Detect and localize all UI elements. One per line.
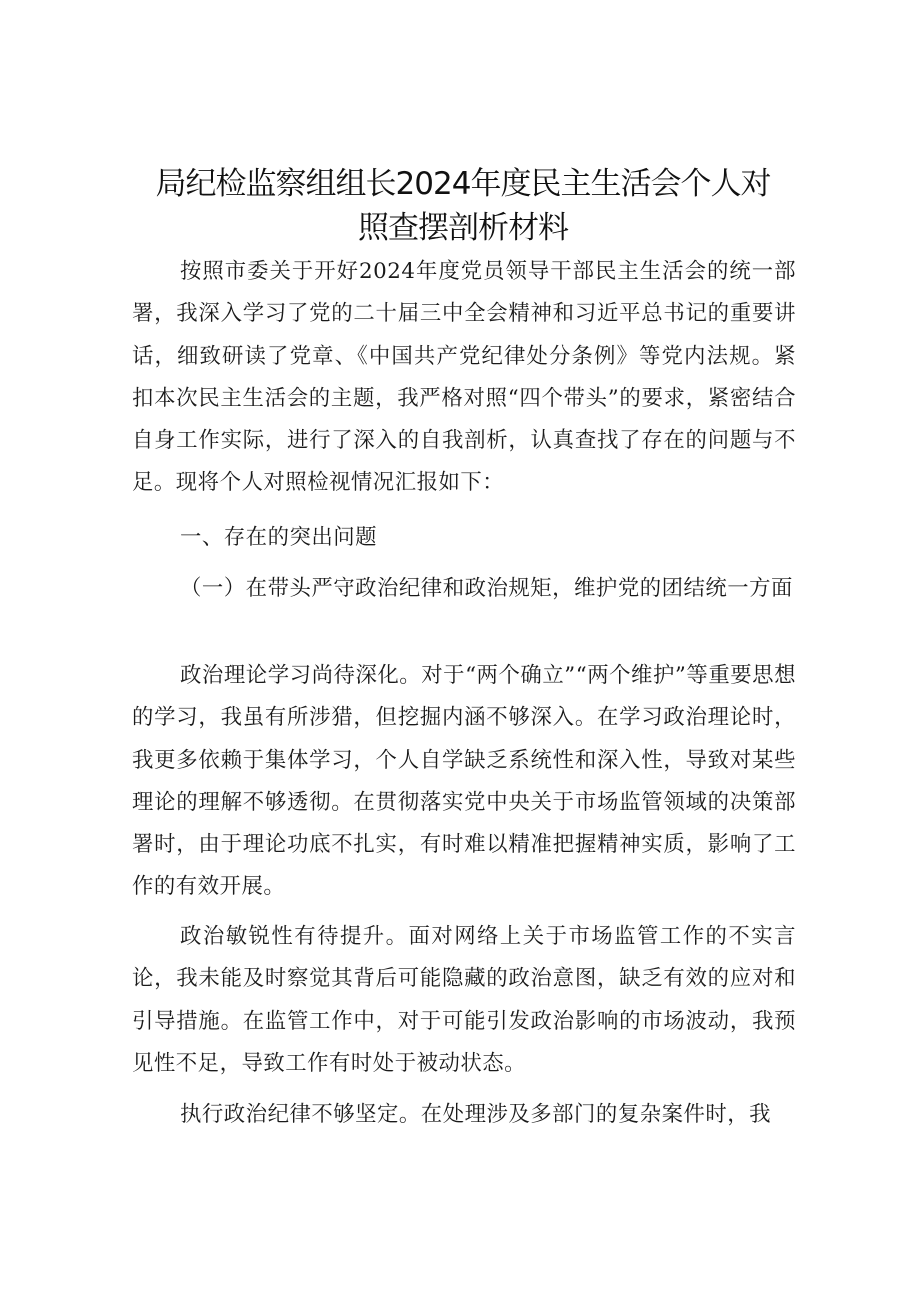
section-heading: 一、存在的突出问题 [180, 525, 378, 550]
intro-paragraph: 按照市委关于开好2024年度党员领导干部民主生活会的统一部署，我深入学习了党的二十届三中全会精神和习近平总书记的重要讲话，细致研读了党章、《中国共产党纪律处分条例》等党内法规。紧扣本次民主生活会的主题，我严格对照“四个带头”的要求，紧密结合自身工作实际，进行了深入的自我剖析，认真查找了存在的问题与不足。现将个人对照检视情况汇报如下： [132, 259, 796, 496]
document-title-line-2: 照查摆剖析材料 [358, 210, 568, 246]
paragraph-political-sensitivity: 政治敏锐性有待提升。面对网络上关于市场监管工作的不实言论，我未能及时察觉其背后可能隐藏的政治意图，缺乏有效的应对和引导措施。在监管工作中，对于可能引发政治影响的市场波动，我预见性不足，导致工作有时处于被动状态。 [132, 924, 796, 1076]
subsection-heading: （一）在带头严守政治纪律和政治规矩，维护党的团结统一方面 [180, 576, 793, 601]
document-title-line-1: 局纪检监察组组长2024年度民主生活会个人对 [155, 166, 771, 202]
paragraph-theory-study: 政治理论学习尚待深化。对于“两个确立”“两个维护”等重要思想的学习，我虽有所涉猎，但挖掘内涵不够深入。在学习政治理论时，我更多依赖于集体学习，个人自学缺乏系统性和深入性，导致对某些理论的理解不够透彻。在贯彻落实党中央关于市场监管领域的决策部署时，由于理论功底不扎实，有时难以精准把握精神实质，影响了工作的有效开展。 [132, 663, 796, 900]
paragraph-political-discipline: 执行政治纪律不够坚定。在处理涉及多部门的复杂案件时，我 [180, 1102, 772, 1127]
